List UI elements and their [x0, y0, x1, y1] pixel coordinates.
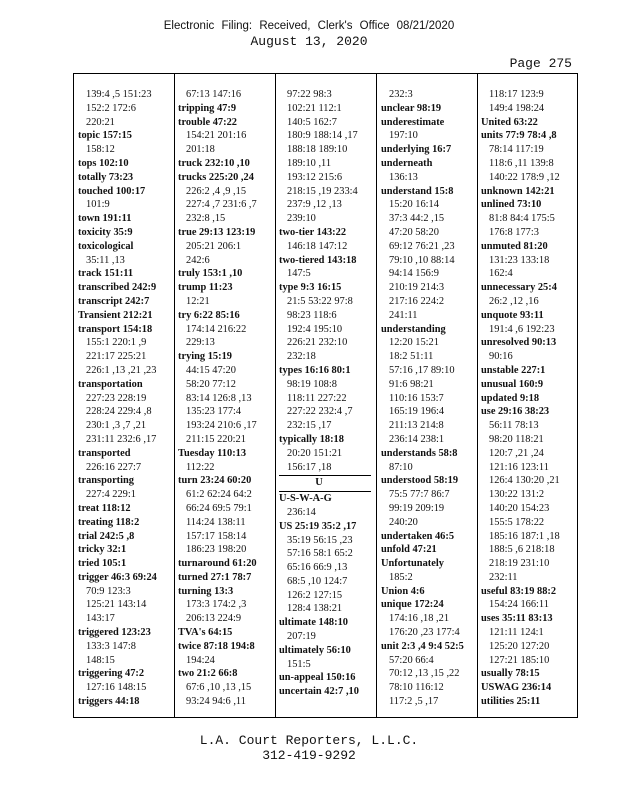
index-entry-continuation: 221:17 225:21: [86, 351, 147, 363]
index-entry-continuation: 65:16 66:9 ,13: [287, 562, 348, 574]
index-entry-continuation: 193:24 210:6 ,17: [186, 420, 257, 432]
index-entry-continuation: 176:8 177:3: [489, 226, 539, 238]
index-entry: trying 15:19: [178, 351, 232, 363]
index-entry-continuation: 68:5 ,10 124:7: [287, 575, 348, 587]
index-entry: unit 2:3 ,4 9:4 52:5: [381, 640, 464, 652]
index-entry-continuation: 90:16: [489, 351, 513, 363]
index-entry-continuation: 151:5: [287, 658, 311, 670]
index-entry-continuation: 127:21 185:10: [489, 654, 550, 666]
index-entry-continuation: 227:4 229:1: [86, 489, 136, 501]
index-entry-continuation: 12:20 15:21: [389, 337, 439, 349]
index-entry-continuation: 78:14 117:19: [489, 144, 544, 156]
index-entry-continuation: 154:24 166:11: [489, 599, 549, 611]
index-entry: ultimate 148:10: [279, 617, 348, 629]
index-entry: trouble 47:22: [178, 116, 237, 128]
index-entry-continuation: 58:20 77:12: [186, 378, 236, 390]
index-entry-continuation: 211:13 214:8: [389, 420, 444, 432]
index-entry: truck 232:10 ,10: [178, 157, 250, 169]
index-entry: touched 100:17: [78, 185, 146, 197]
index-entry-continuation: 155:1 220:1 ,9: [86, 337, 147, 349]
index-entry-continuation: 98:23 118:6: [287, 309, 337, 321]
index-entry: triggered 123:23: [78, 627, 151, 639]
index-entry: toxicity 35:9: [78, 226, 133, 238]
index-entry-continuation: 136:13: [389, 171, 418, 183]
index-entry-continuation: 201:18: [186, 144, 215, 156]
index-entry: triggering 47:2: [78, 668, 145, 680]
index-entry-continuation: 227:4 ,7 231:6 ,7: [186, 199, 257, 211]
index-entry-continuation: 240:20: [389, 516, 418, 528]
index-entry-continuation: 237:9 ,12 ,13: [287, 199, 342, 211]
index-entry-continuation: 162:4: [489, 268, 513, 280]
index-entry: transcript 242:7: [78, 295, 150, 307]
index-entry-continuation: 226:21 232:10: [287, 337, 348, 349]
index-entry: triggers 44:18: [78, 696, 140, 708]
index-entry-continuation: 15:20 16:14: [389, 199, 439, 211]
index-entry: un-appeal 150:16: [279, 672, 356, 684]
index-entry: town 191:11: [78, 213, 132, 225]
index-entry-continuation: 26:2 ,12 ,16: [489, 295, 539, 307]
index-entry-continuation: 227:23 228:19: [86, 392, 147, 404]
index-entry: treating 118:2: [78, 516, 140, 528]
index-entry-continuation: 236:14: [287, 506, 316, 518]
index-entry: use 29:16 38:23: [481, 406, 550, 418]
index-entry: Tuesday 110:13: [178, 447, 247, 459]
index-entry: totally 73:23: [78, 171, 134, 183]
index-entry: try 6:22 85:16: [178, 309, 240, 321]
index-entry: typically 18:18: [279, 433, 344, 445]
index-entry: transported: [78, 447, 131, 459]
index-entry: trucks 225:20 ,24: [178, 171, 254, 183]
index-entry: ultimately 56:10: [279, 644, 351, 656]
hearing-date: August 13, 2020: [250, 34, 368, 49]
index-column-1: [78, 88, 172, 708]
index-entry-continuation: 158:12: [86, 144, 115, 156]
index-entry: unknown 142:21: [481, 185, 555, 197]
index-entry-continuation: 118:6 ,11 139:8: [489, 157, 554, 169]
column-divider: [275, 74, 276, 717]
index-entry: two 21:2 66:8: [178, 668, 238, 680]
index-entry: two-tier 143:22: [279, 226, 347, 238]
index-entry: unusual 160:9: [481, 378, 544, 390]
index-entry-continuation: 174:14 216:22: [186, 323, 247, 335]
index-entry-continuation: 143:17: [86, 613, 115, 625]
index-entry-continuation: 147:5: [287, 268, 311, 280]
index-entry-continuation: 98:19 108:8: [287, 378, 337, 390]
index-entry-continuation: 81:8 84:4 175:5: [489, 213, 555, 225]
index-entry: tripping 47:9: [178, 102, 237, 114]
index-entry-continuation: 135:23 177:4: [186, 406, 242, 418]
index-entry-continuation: 133:3 147:8: [86, 640, 136, 652]
index-entry-continuation: 185:2: [389, 571, 413, 583]
index-entry-continuation: 174:16 ,18 ,21: [389, 613, 450, 625]
index-entry: tricky 32:1: [78, 544, 127, 556]
index-entry-continuation: 87:10: [389, 461, 413, 473]
index-entry-continuation: 127:16 148:15: [86, 682, 147, 694]
index-entry-continuation: 152:2 172:6: [86, 102, 136, 114]
index-entry-continuation: 131:23 133:18: [489, 254, 550, 266]
index-entry-continuation: 130:22 131:2: [489, 489, 545, 501]
index-entry-continuation: 35:19 56:15 ,23: [287, 534, 353, 546]
index-entry-continuation: 57:16 ,17 89:10: [389, 364, 455, 376]
index-entry-continuation: 232:3: [389, 89, 413, 100]
column-divider: [174, 74, 175, 717]
index-entry: transporting: [78, 475, 134, 487]
index-column-5: [481, 88, 575, 708]
index-entry: transcribed 242:9: [78, 282, 157, 294]
index-entry-continuation: 176:20 ,23 177:4: [389, 627, 460, 639]
index-entry: treat 118:12: [78, 502, 131, 514]
index-entry-continuation: 69:12 76:21 ,23: [389, 240, 455, 252]
index-entry: unique 172:24: [381, 599, 444, 611]
index-entry-continuation: 18:2 51:11: [389, 351, 434, 363]
index-entry-continuation: 189:10 ,11: [287, 157, 332, 169]
index-entry: unresolved 90:13: [481, 337, 557, 349]
index-entry: topic 157:15: [78, 130, 132, 142]
index-entry-continuation: 191:4 ,6 192:23: [489, 323, 555, 335]
column-divider: [376, 74, 377, 717]
index-entry-continuation: 117:2 ,5 ,17: [389, 696, 439, 708]
index-entry-continuation: 239:10: [287, 213, 316, 225]
index-entry: understands 58:8: [381, 447, 458, 459]
index-entry: utilities 25:11: [481, 696, 541, 708]
index-entry-continuation: 102:21 112:1: [287, 102, 342, 114]
index-entry: toxicological: [78, 240, 134, 252]
index-entry-continuation: 229:13: [186, 337, 215, 349]
index-entry-continuation: 128:4 138:21: [287, 603, 343, 615]
index-entry-continuation: 186:23 198:20: [186, 544, 247, 556]
index-entry-continuation: 112:22: [186, 461, 215, 473]
index-entry-continuation: 188:5 ,6 218:18: [489, 544, 555, 556]
index-entry-continuation: 125:21 143:14: [86, 599, 147, 611]
index-entry-continuation: 218:15 ,19 233:4: [287, 185, 358, 197]
index-entry-continuation: 126:4 130:20 ,21: [489, 475, 560, 487]
section-letter: U: [315, 477, 323, 489]
index-entry-continuation: 188:18 189:10: [287, 144, 348, 156]
index-entry: tops 102:10: [78, 157, 129, 169]
index-entry: understood 58:19: [381, 475, 459, 487]
reporter-phone: 312-419-9292: [262, 748, 356, 763]
index-entry-continuation: 91:6 98:21: [389, 378, 434, 390]
index-entry-continuation: 148:15: [86, 654, 115, 666]
index-entry: trigger 46:3 69:24: [78, 571, 157, 583]
index-entry: type 9:3 16:15: [279, 282, 342, 294]
index-entry-continuation: 79:10 ,10 88:14: [389, 254, 455, 266]
index-entry-continuation: 78:10 116:12: [389, 682, 444, 694]
index-entry-continuation: 70:12 ,13 ,15 ,22: [389, 668, 460, 680]
index-entry-continuation: 118:11 227:22: [287, 392, 347, 404]
index-entry-continuation: 56:11 78:13: [489, 420, 539, 432]
index-entry-continuation: 121:11 124:1: [489, 627, 544, 639]
index-entry-continuation: 155:5 178:22: [489, 516, 545, 528]
index-entry: turnaround 61:20: [178, 558, 257, 570]
index-entry-continuation: 220:21: [86, 116, 115, 128]
index-entry: Transient 212:21: [78, 309, 153, 321]
index-entry: underestimate: [381, 116, 445, 128]
index-entry-continuation: 114:24 138:11: [186, 516, 246, 528]
index-entry: unmuted 81:20: [481, 240, 548, 252]
index-entry-continuation: 194:24: [186, 654, 215, 666]
index-entry: uncertain 42:7 ,10: [279, 686, 359, 698]
index-entry-continuation: 242:6: [186, 254, 210, 266]
index-entry-continuation: 101:9: [86, 199, 110, 211]
index-entry-continuation: 67:13 147:16: [186, 89, 242, 100]
index-entry-continuation: 70:9 123:3: [86, 585, 131, 597]
index-entry: understand 15:8: [381, 185, 454, 197]
index-entry-continuation: 140:5 162:7: [287, 116, 337, 128]
index-column-3: [279, 88, 373, 708]
index-entry-continuation: 185:16 187:1 ,18: [489, 530, 560, 542]
index-entry-continuation: 227:22 232:4 ,7: [287, 406, 353, 418]
index-entry-continuation: 57:16 58:1 65:2: [287, 548, 353, 560]
index-entry-continuation: 218:19 231:10: [489, 558, 550, 570]
index-entry-continuation: 207:19: [287, 631, 316, 643]
index-entry: twice 87:18 194:8: [178, 640, 255, 652]
index-entry-continuation: 226:2 ,4 ,9 ,15: [186, 185, 247, 197]
index-frame: [73, 73, 578, 718]
index-entry: underneath: [381, 157, 433, 169]
index-entry-continuation: 98:20 118:21: [489, 433, 544, 445]
index-entry-continuation: 206:13 224:9: [186, 613, 242, 625]
index-entry-continuation: 75:5 77:7 86:7: [389, 489, 450, 501]
index-entry: TVA's 64:15: [178, 627, 233, 639]
index-entry-continuation: 67:6 ,10 ,13 ,15: [186, 682, 252, 694]
index-entry-continuation: 97:22 98:3: [287, 89, 332, 100]
index-entry-continuation: 230:1 ,3 ,7 ,21: [86, 420, 147, 432]
index-entry: two-tiered 143:18: [279, 254, 357, 266]
index-entry-continuation: 217:16 224:2: [389, 295, 445, 307]
reporter-company: L.A. Court Reporters, L.L.C.: [199, 733, 419, 748]
index-entry-continuation: 20:20 151:21: [287, 447, 343, 459]
index-entry-continuation: 83:14 126:8 ,13: [186, 392, 252, 404]
index-entry: truly 153:1 ,10: [178, 268, 243, 280]
index-entry: uses 35:11 83:13: [481, 613, 553, 625]
index-entry-continuation: 140:20 154:23: [489, 502, 550, 514]
index-entry: Union 4:6: [381, 585, 425, 597]
index-entry-continuation: 232:18: [287, 351, 316, 363]
index-entry-continuation: 125:20 127:20: [489, 640, 550, 652]
index-entry: USWAG 236:14: [481, 682, 552, 694]
index-entry: undertaken 46:5: [381, 530, 455, 542]
index-entry: U-S-W-A-G: [279, 493, 332, 505]
index-entry-continuation: 47:20 58:20: [389, 226, 439, 238]
index-entry-continuation: 37:3 44:2 ,15: [389, 213, 445, 225]
index-entry-continuation: 12:21: [186, 295, 210, 307]
index-entry-continuation: 232:11: [489, 571, 518, 583]
index-entry-continuation: 193:12 215:6: [287, 171, 343, 183]
index-entry-continuation: 157:17 158:14: [186, 530, 247, 542]
index-entry-continuation: 140:22 178:9 ,12: [489, 171, 560, 183]
index-column-4: [381, 88, 475, 708]
index-entry: US 25:19 35:2 ,17: [279, 520, 357, 532]
index-entry-continuation: 118:17 123:9: [489, 89, 544, 100]
index-entry-continuation: 156:17 ,18: [287, 461, 332, 473]
index-entry-continuation: 139:4 ,5 151:23: [86, 89, 152, 100]
index-entry: track 151:11: [78, 268, 134, 280]
index-entry-continuation: 197:10: [389, 130, 418, 142]
index-entry-continuation: 241:11: [389, 309, 418, 321]
index-entry: usually 78:15: [481, 668, 540, 680]
index-entry: turning 13:3: [178, 585, 234, 597]
index-entry-continuation: 236:14 238:1: [389, 433, 445, 445]
index-entry: true 29:13 123:19: [178, 226, 256, 238]
index-entry: unfold 47:21: [381, 544, 437, 556]
index-entry: transportation: [78, 378, 143, 390]
index-entry: trump 11:23: [178, 282, 233, 294]
index-entry: unnecessary 25:4: [481, 282, 557, 294]
index-entry: understanding: [381, 323, 446, 335]
index-entry-continuation: 149:4 198:24: [489, 102, 545, 114]
index-entry-continuation: 154:21 201:16: [186, 130, 247, 142]
index-entry: United 63:22: [481, 116, 538, 128]
index-entry-continuation: 120:7 ,21 ,24: [489, 447, 544, 459]
index-entry-continuation: 66:24 69:5 79:1: [186, 502, 252, 514]
index-entry-continuation: 146:18 147:12: [287, 240, 348, 252]
index-entry-continuation: 232:15 ,17: [287, 420, 332, 432]
index-entry-continuation: 165:19 196:4: [389, 406, 445, 418]
index-entry-continuation: 121:16 123:11: [489, 461, 549, 473]
index-entry: useful 83:19 88:2: [481, 585, 557, 597]
index-entry-continuation: 44:15 47:20: [186, 364, 236, 376]
index-entry-continuation: 173:3 174:2 ,3: [186, 599, 247, 611]
index-entry-continuation: 228:24 229:4 ,8: [86, 406, 152, 418]
index-entry-continuation: 93:24 94:6 ,11: [186, 696, 246, 708]
index-entry-continuation: 61:2 62:24 64:2: [186, 489, 252, 501]
index-entry: Unfortunately: [381, 558, 444, 570]
index-column-2: [178, 88, 272, 708]
index-entry: turned 27:1 78:7: [178, 571, 252, 583]
index-entry-continuation: 21:5 53:22 97:8: [287, 295, 353, 307]
index-entry-continuation: 232:8 ,15: [186, 213, 226, 225]
index-entry-continuation: 35:11 ,13: [86, 254, 125, 266]
filing-stamp-line: Electronic Filing: Received, Clerk's Office 08/21/2020: [163, 20, 455, 32]
page-number: Page 275: [509, 56, 572, 71]
index-entry: unclear 98:19: [381, 102, 442, 114]
index-entry: underlying 16:7: [381, 144, 452, 156]
column-divider: [477, 74, 478, 717]
index-entry: transport 154:18: [78, 323, 153, 335]
index-entry: unstable 227:1: [481, 364, 546, 376]
index-entry-continuation: 110:16 153:7: [389, 392, 444, 404]
index-entry: tried 105:1: [78, 558, 127, 570]
index-entry-continuation: 94:14 156:9: [389, 268, 439, 280]
index-entry-continuation: 205:21 206:1: [186, 240, 242, 252]
index-entry: types 16:16 80:1: [279, 364, 351, 376]
index-entry: unlined 73:10: [481, 199, 542, 211]
index-entry-continuation: 57:20 66:4: [389, 654, 434, 666]
index-entry-continuation: 99:19 209:19: [389, 502, 445, 514]
index-entry: unquote 93:11: [481, 309, 544, 321]
index-entry: trial 242:5 ,8: [78, 530, 135, 542]
index-entry: units 77:9 78:4 ,8: [481, 130, 557, 142]
index-entry-continuation: 180:9 188:14 ,17: [287, 130, 358, 142]
index-entry-continuation: 231:11 232:6 ,17: [86, 433, 157, 445]
index-entry: updated 9:18: [481, 392, 540, 404]
index-entry-continuation: 126:2 127:15: [287, 589, 343, 601]
index-entry-continuation: 192:4 195:10: [287, 323, 343, 335]
index-entry: turn 23:24 60:20: [178, 475, 252, 487]
index-entry-continuation: 226:16 227:7: [86, 461, 142, 473]
index-entry-continuation: 226:1 ,13 ,21 ,23: [86, 364, 157, 376]
index-entry-continuation: 210:19 214:3: [389, 282, 445, 294]
index-entry-continuation: 211:15 220:21: [186, 433, 246, 445]
